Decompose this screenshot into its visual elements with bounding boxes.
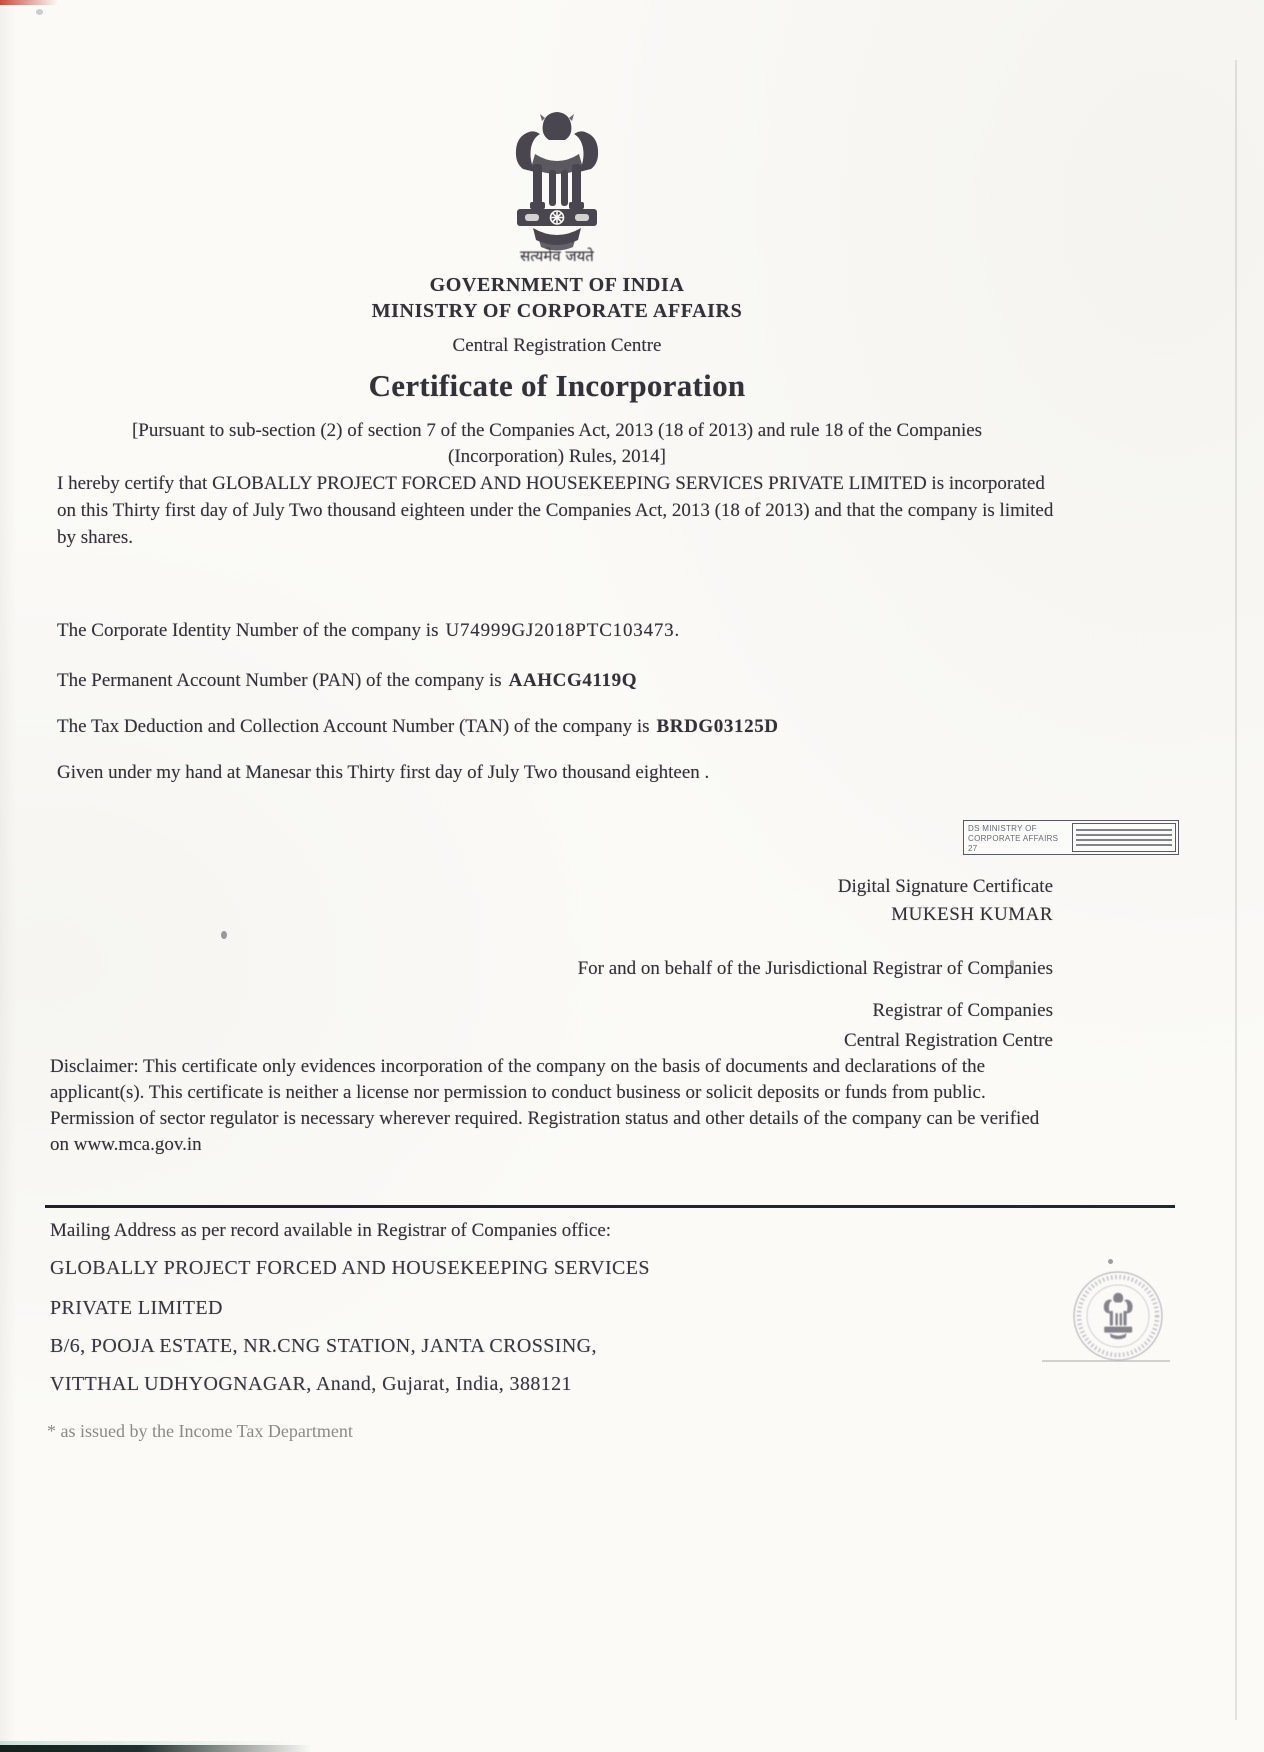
ministry-heading: MINISTRY OF CORPORATE AFFAIRS	[371, 300, 743, 322]
scan-artifact-speck	[221, 931, 227, 939]
seal-underline-mark	[1042, 1360, 1170, 1362]
certification-paragraph	[57, 470, 1065, 551]
cin-value: U74999GJ2018PTC103473.	[445, 620, 681, 641]
mailing-address-line-1: B/6, POOJA ESTATE, NR.CNG STATION, JANTA CROSSING,	[50, 1335, 597, 1357]
mailing-company-line-1: GLOBALLY PROJECT FORCED AND HOUSEKEEPING SERVICES	[50, 1257, 650, 1279]
government-of-india-heading: GOVERNMENT OF INDIA	[429, 274, 685, 296]
pan-value: AAHCG4119Q	[508, 670, 638, 691]
digital-signature-stamp	[963, 820, 1179, 855]
section-divider-rule	[45, 1205, 1175, 1208]
given-under-hand-line: Given under my hand at Manesar this Thirty first day of July Two thousand eighteen .	[57, 762, 710, 783]
cin-line	[57, 620, 680, 642]
scan-artifact-bottom-bar	[0, 1745, 312, 1752]
pan-label: The Permanent Account Number (PAN) of the company is	[57, 670, 502, 691]
stamp-fine-print	[1072, 823, 1176, 852]
tan-label: The Tax Deduction and Collection Account Number (TAN) of the company is	[57, 716, 650, 737]
tan-value: BRDG03125D	[656, 716, 779, 737]
pan-line	[57, 670, 637, 692]
certify-text-post: is incorporated on this Thirty first day of July Two thousand eighteen under the Companies Act, 2013 (18 of 2013) and that the company is limited by shares.	[57, 473, 1054, 548]
certificate-title: Certificate of Incorporation	[368, 368, 746, 403]
company-name: GLOBALLY PROJECT FORCED AND HOUSEKEEPING SERVICES PRIVATE LIMITED	[212, 473, 927, 494]
stamp-line-2: CORPORATE AFFAIRS 27	[968, 834, 1059, 853]
pursuant-note: [Pursuant to sub-section (2) of section 7 of the Companies Act, 2013 (18 of 2013) and rule 18 of the Companies (Incorporation) Rules, 2014]	[131, 420, 983, 467]
registrar-line: Registrar of Companies	[872, 1000, 1053, 1021]
ministry-round-seal-icon	[1070, 1268, 1166, 1364]
scan-artifact-page-edge	[1235, 60, 1237, 1720]
scan-artifact-speck	[36, 9, 43, 15]
mailing-company-line-2: PRIVATE LIMITED	[50, 1297, 223, 1319]
dsc-label: Digital Signature Certificate	[837, 876, 1053, 897]
disclaimer-paragraph: Disclaimer: This certificate only evidences incorporation of the company on the basis of documents and declarations of the applicant(s). This certificate is neither a license nor permission to conduct business or solicit deposits or funds from public. Permission of sector regulator is necessary wherever required. Registration status and other details of the company can be verified on www.mca.gov.in	[50, 1056, 1040, 1155]
tan-line	[57, 716, 779, 738]
on-behalf-line: For and on behalf of the Jurisdictional Registrar of Companies	[577, 958, 1053, 979]
signer-name: MUKESH KUMAR	[891, 904, 1053, 925]
satyameva-jayate-motto: सत्यमेव जयते	[520, 247, 594, 265]
stamp-text	[964, 821, 1072, 854]
cin-label: The Corporate Identity Number of the company is	[57, 620, 439, 641]
mailing-address-heading: Mailing Address as per record available in Registrar of Companies office:	[50, 1220, 612, 1241]
mailing-address-line-2: VITTHAL UDHYOGNAGAR, Anand, Gujarat, India, 388121	[50, 1373, 572, 1395]
registration-centre-heading: Central Registration Centre	[452, 335, 662, 356]
central-registration-centre-line: Central Registration Centre	[844, 1030, 1053, 1051]
stamp-line-1: DS MINISTRY OF	[968, 824, 1037, 833]
scan-artifact-speck	[1108, 1259, 1113, 1264]
scan-artifact-speck	[1010, 960, 1014, 969]
certify-text-pre: I hereby certify that	[57, 473, 213, 494]
scan-artifact-red-streak	[0, 0, 58, 5]
income-tax-footnote: * as issued by the Income Tax Department	[47, 1421, 353, 1441]
lion-capital-emblem-icon	[505, 110, 609, 252]
